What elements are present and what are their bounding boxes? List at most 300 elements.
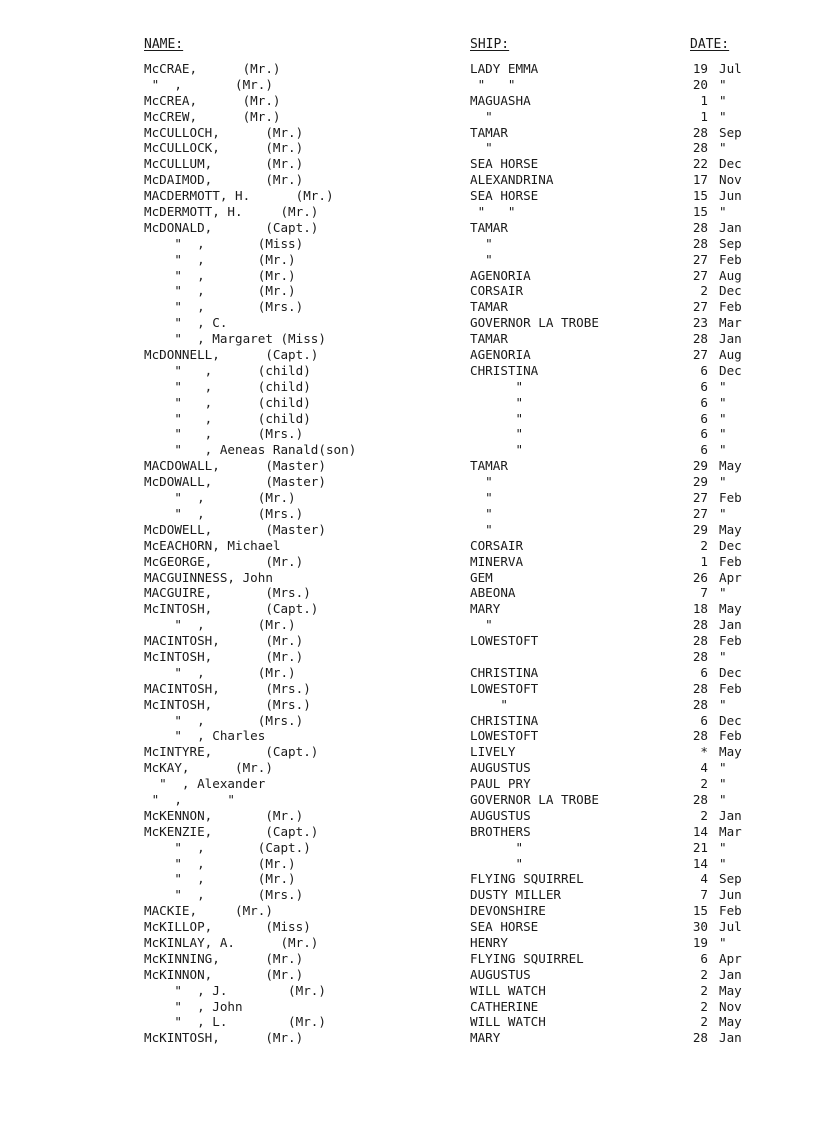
list-item — [0, 347, 816, 363]
ship-name: TAMAR — [470, 299, 508, 315]
arrival-day: 2 — [700, 1014, 708, 1030]
passenger-name: McDONALD, (Capt.) — [144, 219, 319, 235]
arrival-month: Jun — [719, 887, 742, 903]
ship-name: AGENORIA — [470, 267, 531, 283]
arrival-day: 6 — [700, 362, 708, 378]
arrival-day: 4 — [700, 871, 708, 887]
list-item — [0, 1014, 816, 1030]
passenger-name: " , (Mrs.) — [144, 712, 304, 728]
arrival-day: 19 — [692, 61, 708, 76]
ship-name: GOVERNOR LA TROBE — [470, 791, 599, 807]
passenger-list — [0, 61, 816, 1046]
list-item — [0, 983, 816, 999]
ship-name: MINERVA — [470, 553, 524, 569]
passenger-name: McKENZIE, (Capt.) — [144, 823, 319, 839]
list-item — [0, 744, 816, 760]
ship-column-header: SHIP: — [470, 37, 510, 52]
list-item — [0, 474, 816, 490]
passenger-name: McEACHORN, Michael — [144, 537, 281, 553]
ship-name: GOVERNOR LA TROBE — [470, 315, 599, 331]
list-item — [0, 538, 816, 554]
arrival-month: Sep — [719, 871, 742, 887]
arrival-month: Feb — [719, 903, 742, 919]
arrival-month: Feb — [719, 680, 742, 696]
arrival-day: 28 — [692, 235, 708, 251]
list-item — [0, 363, 816, 379]
passenger-name: MACKIE, (Mr.) — [144, 903, 273, 919]
ship-name: SEA HORSE — [470, 188, 539, 204]
passenger-name: " , (Mr.) — [144, 283, 296, 299]
list-item — [0, 649, 816, 665]
list-item — [0, 760, 816, 776]
arrival-day: 7 — [700, 585, 708, 601]
list-item — [0, 411, 816, 427]
ship-name: " — [470, 474, 493, 490]
passenger-name: MACGUIRE, (Mrs.) — [144, 585, 311, 601]
passenger-name: McKINNING, (Mr.) — [144, 950, 304, 966]
passenger-name: " , (Mr.) — [144, 871, 296, 887]
arrival-day: 6 — [700, 664, 708, 680]
arrival-day: 2 — [700, 283, 708, 299]
arrival-day: 27 — [692, 490, 708, 506]
list-item — [0, 697, 816, 713]
ship-name: TAMAR — [470, 219, 508, 235]
ship-name: " " — [470, 204, 516, 220]
ship-name: LADY EMMA — [470, 61, 539, 76]
passenger-name: McCULLOCK, (Mr.) — [144, 140, 304, 156]
arrival-day: 7 — [700, 887, 708, 903]
arrival-day: 6 — [700, 426, 708, 442]
list-item — [0, 824, 816, 840]
arrival-month: " — [719, 934, 727, 950]
ship-name: TAMAR — [470, 458, 508, 474]
arrival-month: " — [719, 776, 727, 792]
list-item — [0, 268, 816, 284]
arrival-month: Mar — [719, 315, 742, 331]
passenger-name: McCREW, (Mr.) — [144, 108, 281, 124]
passenger-name: McDOWALL, (Master) — [144, 474, 326, 490]
arrival-month: May — [719, 458, 742, 474]
arrival-month: Feb — [719, 553, 742, 569]
arrival-month: " — [719, 648, 727, 664]
arrival-month: Feb — [719, 728, 742, 744]
list-item — [0, 728, 816, 744]
ship-name: DUSTY MILLER — [470, 887, 561, 903]
list-item — [0, 792, 816, 808]
ship-name: " " — [470, 76, 516, 92]
list-item — [0, 887, 816, 903]
arrival-month: Jan — [719, 1030, 742, 1046]
passenger-name: McDONNELL, (Capt.) — [144, 347, 319, 363]
arrival-day: 6 — [700, 410, 708, 426]
arrival-month: Dec — [719, 362, 742, 378]
arrival-month: Dec — [719, 712, 742, 728]
ship-name: FLYING SQUIRREL — [470, 871, 584, 887]
ship-name: " — [470, 839, 524, 855]
arrival-day: 28 — [692, 331, 708, 347]
arrival-month: " — [719, 791, 727, 807]
arrival-month: Dec — [719, 664, 742, 680]
arrival-day: 2 — [700, 537, 708, 553]
list-item — [0, 125, 816, 141]
arrival-day: 15 — [692, 903, 708, 919]
arrival-day: 28 — [692, 633, 708, 649]
list-item — [0, 506, 816, 522]
passenger-name: " , Aeneas Ranald(son) — [144, 442, 357, 458]
arrival-day: 6 — [700, 950, 708, 966]
arrival-month: Jan — [719, 966, 742, 982]
arrival-day: 6 — [700, 378, 708, 394]
passenger-name: " , (Mrs.) — [144, 426, 304, 442]
list-item — [0, 840, 816, 856]
passenger-name: McINTYRE, (Capt.) — [144, 744, 319, 760]
arrival-month: Feb — [719, 251, 742, 267]
list-item — [0, 252, 816, 268]
arrival-month: May — [719, 744, 742, 760]
arrival-month: Apr — [719, 950, 742, 966]
list-item — [0, 665, 816, 681]
passenger-name: MACDERMOTT, H. (Mr.) — [144, 188, 334, 204]
arrival-month: Dec — [719, 283, 742, 299]
ship-name: MAGUASHA — [470, 92, 531, 108]
passenger-name: " , L. (Mr.) — [144, 1014, 326, 1030]
list-item — [0, 585, 816, 601]
passenger-name: " , John — [144, 998, 243, 1014]
passenger-name: " , J. (Mr.) — [144, 982, 326, 998]
arrival-month: May — [719, 521, 742, 537]
passenger-name: McGEORGE, (Mr.) — [144, 553, 304, 569]
ship-name: " — [470, 617, 493, 633]
ship-name: ALEXANDRINA — [470, 172, 554, 188]
passenger-name: " , Charles — [144, 728, 266, 744]
arrival-month: " — [719, 696, 727, 712]
arrival-day: 2 — [700, 982, 708, 998]
arrival-month: Aug — [719, 347, 742, 363]
arrival-month: May — [719, 601, 742, 617]
arrival-month: Mar — [719, 823, 742, 839]
arrival-month: Jan — [719, 617, 742, 633]
arrival-day: 28 — [692, 680, 708, 696]
list-item — [0, 967, 816, 983]
ship-name: CORSAIR — [470, 537, 524, 553]
passenger-name: " , (child) — [144, 378, 311, 394]
ship-name: SEA HORSE — [470, 919, 539, 935]
arrival-day: 28 — [692, 648, 708, 664]
passenger-name: " , (Miss) — [144, 235, 304, 251]
ship-name: DEVONSHIRE — [470, 903, 546, 919]
list-item — [0, 172, 816, 188]
passenger-name: McDERMOTT, H. (Mr.) — [144, 204, 319, 220]
ship-name: " — [470, 490, 493, 506]
arrival-day: 2 — [700, 998, 708, 1014]
ship-name: MARY — [470, 601, 501, 617]
ship-name: WILL WATCH — [470, 982, 546, 998]
list-item — [0, 919, 816, 935]
ship-name: LOWESTOFT — [470, 680, 539, 696]
list-item — [0, 93, 816, 109]
arrival-day: 27 — [692, 347, 708, 363]
arrival-day: 28 — [692, 219, 708, 235]
ship-name: LOWESTOFT — [470, 728, 539, 744]
list-item — [0, 999, 816, 1015]
arrival-month: " — [719, 442, 727, 458]
arrival-day: 20 — [692, 76, 708, 92]
passenger-name: MACINTOSH, (Mrs.) — [144, 680, 311, 696]
arrival-month: Apr — [719, 569, 742, 585]
ship-name: AGENORIA — [470, 347, 531, 363]
ship-name: " — [470, 855, 524, 871]
passenger-name: MACDOWALL, (Master) — [144, 458, 326, 474]
arrival-month: " — [719, 585, 727, 601]
ship-name: GEM — [470, 569, 493, 585]
arrival-day: 14 — [692, 855, 708, 871]
arrival-month: May — [719, 982, 742, 998]
list-item — [0, 490, 816, 506]
arrival-month: Nov — [719, 172, 742, 188]
arrival-month: Nov — [719, 998, 742, 1014]
arrival-month: Jul — [719, 61, 742, 76]
arrival-month: Sep — [719, 124, 742, 140]
arrival-day: 27 — [692, 299, 708, 315]
arrival-day: 23 — [692, 315, 708, 331]
ship-name: CHRISTINA — [470, 712, 539, 728]
arrival-day: 1 — [700, 108, 708, 124]
passenger-name: " , (Mr.) — [144, 617, 296, 633]
ship-name: LOWESTOFT — [470, 633, 539, 649]
ship-name: TAMAR — [470, 124, 508, 140]
ship-name: AUGUSTUS — [470, 807, 531, 823]
passenger-name: " , (Mr.) — [144, 490, 296, 506]
list-item — [0, 808, 816, 824]
arrival-day: 29 — [692, 521, 708, 537]
list-item — [0, 283, 816, 299]
list-item — [0, 951, 816, 967]
passenger-name: McKINNON, (Mr.) — [144, 966, 304, 982]
ship-name: LIVELY — [470, 744, 516, 760]
arrival-day: 30 — [692, 919, 708, 935]
arrival-month: Dec — [719, 156, 742, 172]
passenger-name: " , (Mrs.) — [144, 299, 304, 315]
list-item — [0, 331, 816, 347]
passenger-name: McINTOSH, (Capt.) — [144, 601, 319, 617]
arrival-month: " — [719, 426, 727, 442]
arrival-day: 2 — [700, 966, 708, 982]
ship-name: " — [470, 442, 524, 458]
passenger-name: " , (Mr.) — [144, 76, 273, 92]
passenger-name: McKINLAY, A. (Mr.) — [144, 934, 319, 950]
arrival-day: 22 — [692, 156, 708, 172]
passenger-name: McCULLOCH, (Mr.) — [144, 124, 304, 140]
name-column-header: NAME: — [144, 37, 184, 52]
ship-name: AUGUSTUS — [470, 760, 531, 776]
passenger-name: " , (Mr.) — [144, 855, 296, 871]
arrival-day: * — [700, 744, 708, 760]
arrival-month: Feb — [719, 633, 742, 649]
arrival-month: " — [719, 855, 727, 871]
arrival-day: 6 — [700, 394, 708, 410]
passenger-name: " , (Mr.) — [144, 251, 296, 267]
list-item — [0, 236, 816, 252]
ship-name: " — [470, 521, 493, 537]
list-item — [0, 856, 816, 872]
arrival-day: 1 — [700, 92, 708, 108]
list-item — [0, 442, 816, 458]
passenger-name: McDOWELL, (Master) — [144, 521, 326, 537]
arrival-month: " — [719, 204, 727, 220]
ship-name: WILL WATCH — [470, 1014, 546, 1030]
arrival-month: May — [719, 1014, 742, 1030]
passenger-name: McINTOSH, (Mr.) — [144, 648, 304, 664]
arrival-day: 6 — [700, 712, 708, 728]
ship-name: PAUL PRY — [470, 776, 531, 792]
arrival-month: " — [719, 76, 727, 92]
list-item — [0, 458, 816, 474]
arrival-day: 6 — [700, 442, 708, 458]
arrival-month: " — [719, 839, 727, 855]
arrival-day: 29 — [692, 474, 708, 490]
ship-name: FLYING SQUIRREL — [470, 950, 584, 966]
arrival-day: 28 — [692, 1030, 708, 1046]
arrival-day: 27 — [692, 505, 708, 521]
ship-name: SEA HORSE — [470, 156, 539, 172]
ship-name: " — [470, 378, 524, 394]
passenger-name: McDAIMOD, (Mr.) — [144, 172, 304, 188]
arrival-day: 29 — [692, 458, 708, 474]
arrival-month: Sep — [719, 235, 742, 251]
arrival-day: 28 — [692, 124, 708, 140]
passenger-name: McKAY, (Mr.) — [144, 760, 273, 776]
arrival-month: Jan — [719, 807, 742, 823]
list-item — [0, 935, 816, 951]
ship-name: " — [470, 410, 524, 426]
arrival-month: Jul — [719, 919, 742, 935]
arrival-month: Feb — [719, 299, 742, 315]
ship-name: " — [470, 394, 524, 410]
list-item — [0, 426, 816, 442]
arrival-day: 28 — [692, 140, 708, 156]
list-item — [0, 871, 816, 887]
passenger-name: " , (child) — [144, 362, 311, 378]
ship-name: HENRY — [470, 934, 508, 950]
passenger-name: McCREA, (Mr.) — [144, 92, 281, 108]
arrival-month: " — [719, 394, 727, 410]
passenger-name: " , (Mr.) — [144, 267, 296, 283]
arrival-month: Jun — [719, 188, 742, 204]
arrival-day: 2 — [700, 776, 708, 792]
arrival-month: " — [719, 474, 727, 490]
arrival-day: 1 — [700, 553, 708, 569]
arrival-day: 27 — [692, 251, 708, 267]
passenger-name: " , (Mrs.) — [144, 887, 304, 903]
ship-name: " — [470, 251, 493, 267]
passenger-name: MACINTOSH, (Mr.) — [144, 633, 304, 649]
arrival-day: 19 — [692, 934, 708, 950]
ship-name: CORSAIR — [470, 283, 524, 299]
arrival-month: Feb — [719, 490, 742, 506]
ship-name: " — [470, 696, 508, 712]
arrival-day: 4 — [700, 760, 708, 776]
list-item — [0, 522, 816, 538]
arrival-month: " — [719, 92, 727, 108]
list-item — [0, 299, 816, 315]
ship-name: TAMAR — [470, 331, 508, 347]
list-item — [0, 204, 816, 220]
passenger-name: McCULLUM, (Mr.) — [144, 156, 304, 172]
list-item — [0, 633, 816, 649]
passenger-name: MACGUINNESS, John — [144, 569, 273, 585]
arrival-day: 2 — [700, 807, 708, 823]
arrival-day: 28 — [692, 791, 708, 807]
arrival-day: 17 — [692, 172, 708, 188]
ship-name: CHRISTINA — [470, 664, 539, 680]
list-item — [0, 554, 816, 570]
list-item — [0, 570, 816, 586]
list-item — [0, 681, 816, 697]
arrival-day: 26 — [692, 569, 708, 585]
passenger-name: " , (Mr.) — [144, 664, 296, 680]
list-item — [0, 77, 816, 93]
passenger-name: McKILLOP, (Miss) — [144, 919, 311, 935]
arrival-day: 28 — [692, 696, 708, 712]
arrival-month: " — [719, 108, 727, 124]
passenger-name: " , (child) — [144, 394, 311, 410]
ship-name: " — [470, 140, 493, 156]
column-headers — [0, 36, 816, 54]
ship-name: CHRISTINA — [470, 362, 539, 378]
ship-name: MARY — [470, 1030, 501, 1046]
list-item — [0, 379, 816, 395]
arrival-day: 18 — [692, 601, 708, 617]
arrival-month: " — [719, 760, 727, 776]
ship-name: " — [470, 505, 493, 521]
passenger-name: McKENNON, (Mr.) — [144, 807, 304, 823]
ship-name: AUGUSTUS — [470, 966, 531, 982]
arrival-month: Jan — [719, 331, 742, 347]
list-item — [0, 109, 816, 125]
arrival-day: 27 — [692, 267, 708, 283]
arrival-day: 28 — [692, 617, 708, 633]
passenger-name: " , (child) — [144, 410, 311, 426]
passenger-name: " , " — [144, 791, 235, 807]
arrival-day: 21 — [692, 839, 708, 855]
passenger-name: " , Margaret (Miss) — [144, 331, 326, 347]
list-item — [0, 617, 816, 633]
list-item — [0, 601, 816, 617]
arrival-month: " — [719, 140, 727, 156]
passenger-name: " , C. — [144, 315, 228, 331]
ship-name: " — [470, 108, 493, 124]
list-item — [0, 220, 816, 236]
passenger-name: " , Alexander — [144, 776, 266, 792]
list-item — [0, 776, 816, 792]
passenger-name: " , (Mrs.) — [144, 505, 304, 521]
arrival-month: " — [719, 410, 727, 426]
list-item — [0, 713, 816, 729]
list-item — [0, 315, 816, 331]
ship-name: ABEONA — [470, 585, 516, 601]
arrival-day: 15 — [692, 204, 708, 220]
ship-name: CATHERINE — [470, 998, 539, 1014]
list-item — [0, 188, 816, 204]
arrival-month: " — [719, 378, 727, 394]
list-item — [0, 61, 816, 77]
list-item — [0, 140, 816, 156]
list-item — [0, 395, 816, 411]
ship-name: BROTHERS — [470, 823, 531, 839]
passenger-name: McKINTOSH, (Mr.) — [144, 1030, 304, 1046]
arrival-month: Jan — [719, 219, 742, 235]
list-item — [0, 1030, 816, 1046]
